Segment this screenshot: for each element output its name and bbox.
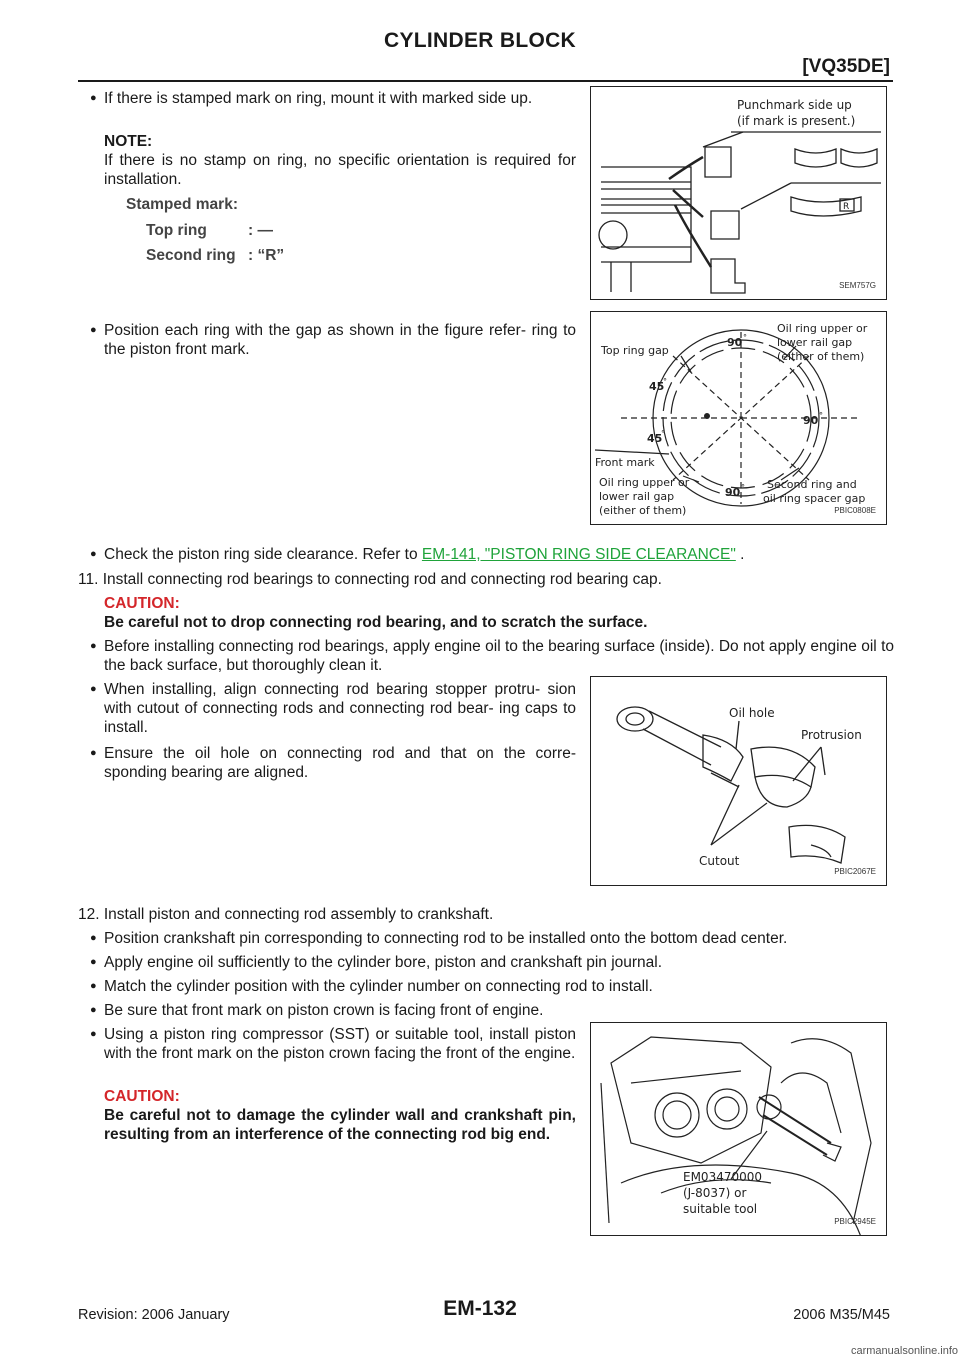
fig-text: Front mark (595, 456, 655, 469)
note-text: If there is no stamp on ring, no specific orientation is required for installation. (104, 152, 576, 188)
watermark: carmanualsonline.info (850, 1345, 958, 1357)
figure-code: SEM757G (839, 281, 876, 290)
spec-row-second-ring (146, 246, 285, 265)
bullet-ring-compressor: ● Using a piston ring compressor (SST) or suitable tool, install piston with the front mark on the piston crown facing the front of the engine. (104, 1025, 576, 1063)
fig-text: Protrusion (801, 728, 862, 742)
fig-text: Cutout (699, 854, 740, 868)
fig-text: ° (661, 429, 665, 438)
bullet-apply-oil: ● Before installing connecting rod bearings, apply engine oil to the bearing surface (inside). Do not apply engine oil to the back surface, but thoroughly clean it. (104, 637, 894, 675)
page-title: CYLINDER BLOCK (383, 29, 577, 52)
vehicle-model: 2006 M35/M45 (793, 1307, 890, 1323)
bullet-oil-hole: ● Ensure the oil hole on connecting rod and that on the corre- sponding bearing are aligned. (104, 744, 576, 782)
fig-text: 45 (647, 432, 663, 445)
figure-ring-punchmark (590, 86, 887, 300)
bullet-match-cylinder: ● Match the cylinder position with the cylinder number on connecting rod to install. (104, 977, 894, 996)
figure-piston-install (590, 1022, 887, 1236)
spec-row-top-ring (146, 221, 273, 240)
step-11: 11. Install connecting rod bearings to connecting rod and connecting rod bearing cap. (78, 571, 662, 588)
fig-text: (either of them) (777, 350, 865, 363)
fig-text: ° (741, 483, 745, 492)
figure-code: PBIC2945E (834, 1217, 876, 1226)
fig-text: Top ring gap (601, 344, 669, 357)
fig-text: Second ring and (767, 478, 857, 491)
fig-text: 90 (725, 486, 741, 499)
fig-text: Oil ring upper or (599, 476, 690, 489)
page-number: EM-132 (443, 1297, 517, 1320)
ring-gap-diagram (591, 312, 887, 525)
bullet-apply-engine-oil: ● Apply engine oil sufficiently to the cylinder bore, piston and crankshaft pin journal. (104, 953, 894, 972)
bullet-align-stopper: ● When installing, align connecting rod bearing stopper protru- sion with cutout of connecting rods and connecting rod bear- ing caps to install. (104, 680, 576, 737)
bullet-ring-gap-position: ● Position each ring with the gap as shown in the figure refer- ring to the piston front mark. (104, 321, 576, 359)
fig-text: ° (743, 333, 747, 342)
fig-text: (either of them) (599, 504, 687, 517)
fig-text: (if mark is present.) (737, 114, 856, 128)
fig-text: 90 (727, 336, 743, 349)
fig-text: ° (663, 377, 667, 386)
ref-link-em141[interactable]: EM-141, "PISTON RING SIDE CLEARANCE" (421, 546, 736, 563)
bullet-check-clearance (104, 545, 884, 564)
fig-text: suitable tool (683, 1202, 758, 1216)
fig-text: Oil ring upper or (777, 322, 868, 335)
piston-install-illustration (591, 1023, 887, 1236)
caution-text: Be careful not to drop connecting rod bearing, and to scratch the surface. (104, 614, 648, 631)
fig-text: 45 (649, 380, 665, 393)
caution-label: CAUTION: (104, 1088, 180, 1105)
check-text: Check the piston ring side clearance. Refer to (104, 546, 422, 563)
fig-text: (J-8037) or (683, 1186, 747, 1200)
step-12: 12. Install piston and connecting rod assembly to crankshaft. (78, 906, 494, 923)
bullet-stamped-mark: ● If there is stamped mark on ring, mount it with marked side up. (104, 89, 576, 108)
fig-text: R (843, 202, 850, 212)
fig-text: ° (819, 411, 823, 420)
figure-code: PBIC0808E (834, 506, 876, 515)
note-label: NOTE: (104, 133, 153, 150)
check-suffix: . (735, 546, 745, 563)
spec-value: : “R” (248, 247, 285, 264)
caution-label: CAUTION: (104, 595, 180, 612)
ring-punchmark-illustration (591, 87, 887, 300)
bullet-position-pin: ● Position crankshaft pin corresponding to connecting rod to be installed onto the bottom dead center. (104, 929, 894, 948)
fig-text: oil ring spacer gap (763, 492, 866, 505)
figure-conrod-bearing (590, 676, 887, 886)
conrod-bearing-illustration (591, 677, 887, 886)
stamped-mark-label: Stamped mark: (126, 196, 238, 213)
fig-text: lower rail gap (777, 336, 853, 349)
header-divider (78, 80, 893, 82)
spec-name: Second ring (146, 247, 236, 264)
revision-date: Revision: 2006 January (78, 1307, 230, 1323)
engine-model: [VQ35DE] (802, 56, 890, 77)
fig-text: Punchmark side up (737, 98, 852, 112)
bullet-front-mark: ● Be sure that front mark on piston crown is facing front of engine. (104, 1001, 894, 1020)
spec-name: Top ring (146, 222, 207, 239)
caution-text: Be careful not to damage the cylinder wall and crankshaft pin, resulting from an interference of the connecting rod big end. (104, 1107, 576, 1143)
figure-ring-gap-layout (590, 311, 887, 525)
fig-text: EM03470000 (683, 1170, 763, 1184)
fig-text: Oil hole (729, 706, 775, 720)
figure-code: PBIC2067E (834, 867, 876, 876)
fig-text: lower rail gap (599, 490, 675, 503)
spec-value: : — (248, 222, 273, 239)
fig-text: 90 (803, 414, 819, 427)
